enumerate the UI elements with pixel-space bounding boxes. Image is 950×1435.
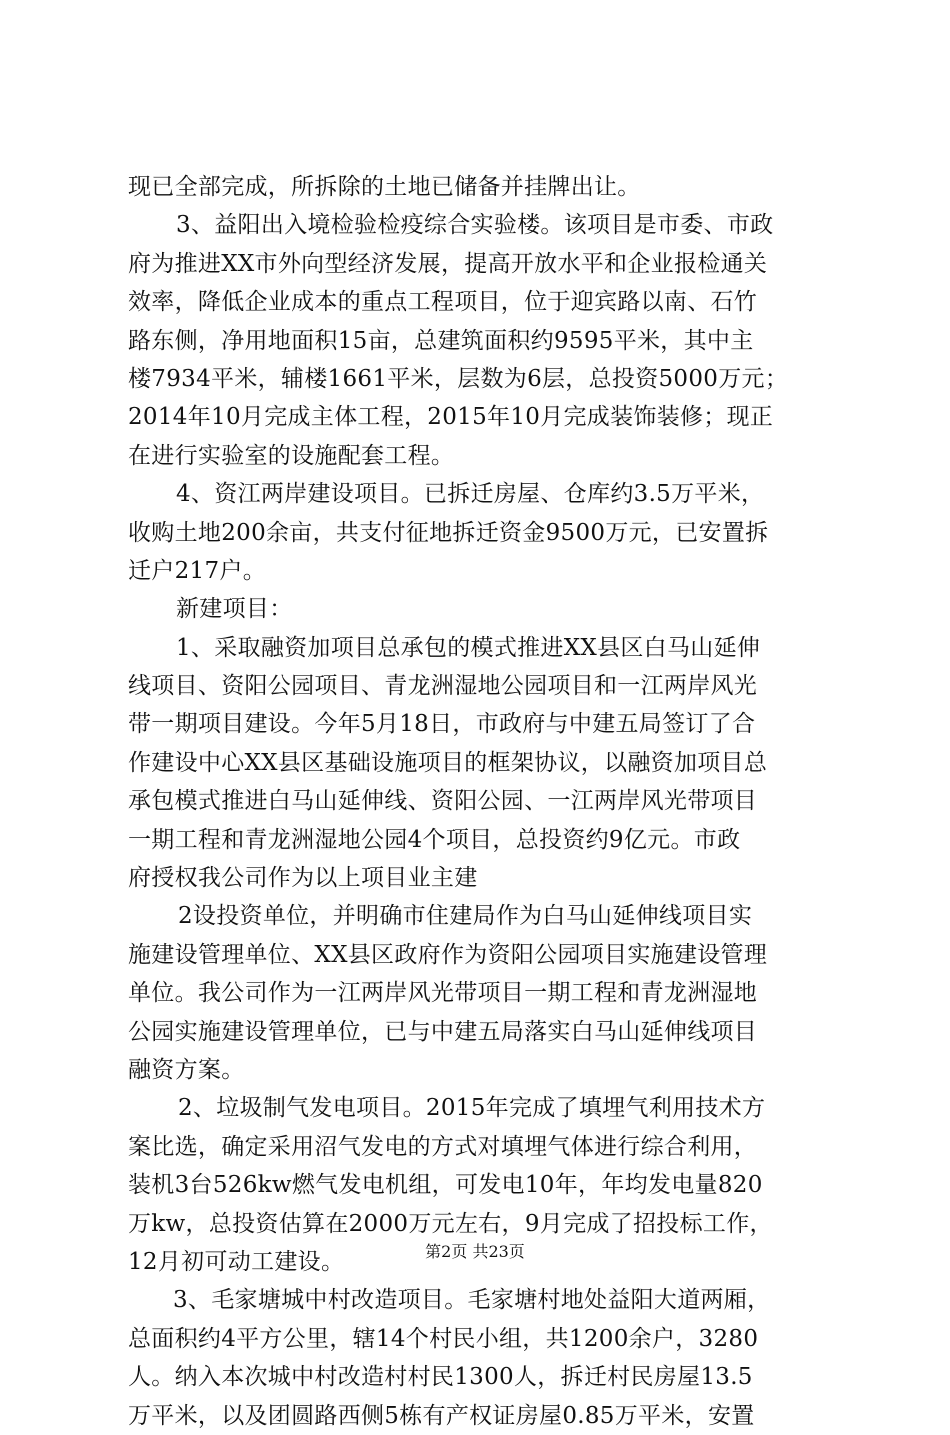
text-line: 一期工程和青龙洲湿地公园4个项目，总投资约9亿元。市政 (128, 826, 741, 853)
text-line: 施建设管理单位、XX县区政府作为资阳公园项目实施建设管理 (128, 941, 768, 968)
text-line: 现已全部完成，所拆除的土地已储备并挂牌出让。 (128, 174, 641, 200)
text-line: 带一期项目建设。今年5月18日，市政府与中建五局签订了合 (128, 711, 756, 738)
text-line: 万平米，以及团圆路西侧5栋有产权证房屋0.85万平米，安置 (128, 1402, 755, 1429)
text-line: 2014年10月完成主体工程，2015年10月完成装饰装修；现正 (128, 404, 774, 431)
text-line: 2设投资单位，并明确市住建局作为白马山延伸线项目实 (178, 903, 753, 930)
text-line: 单位。我公司作为一江两岸风光带项目一期工程和青龙洲湿地 (128, 980, 758, 1007)
text-line: 作建设中心XX县区基础设施项目的框架协议，以融资加项目总 (128, 749, 768, 776)
text-line: 迁户217户。 (128, 557, 266, 584)
text-line: 承包模式推进白马山延伸线、资阳公园、一江两岸风光带项目 (128, 788, 758, 815)
text-line: 在进行实验室的设施配套工程。 (128, 442, 455, 469)
text-line: 1、采取融资加项目总承包的模式推进XX县区白马山延伸 (176, 634, 761, 661)
text-line: 万kw，总投资估算在2000万元左右，9月完成了招投标工作， (128, 1210, 773, 1237)
text-line: 路东侧，净用地面积15亩，总建筑面积约9595平米，其中主 (128, 327, 754, 354)
text-line: 装机3台526kw燃气发电机组，可发电10年，年均发电量820 (128, 1172, 763, 1199)
text-line: 收购土地200余亩，共支付征地拆迁资金9500万元，已安置拆 (128, 519, 769, 546)
text-line: 公园实施建设管理单位，已与中建五局落实白马山延伸线项目 (128, 1018, 758, 1045)
text-line: 楼7934平米，辅楼1661平米，层数为6层，总投资5000万元； (128, 365, 789, 392)
text-line: 3、毛家塘城中村改造项目。毛家塘村地处益阳大道两厢， (173, 1287, 771, 1314)
text-line: 2、垃圾制气发电项目。2015年完成了填埋气利用技术方 (178, 1095, 766, 1122)
page-number: 第2页 共23页 (425, 1242, 525, 1261)
text-line: 府为推进XX市外向型经济发展，提高开放水平和企业报检通关 (128, 250, 768, 277)
text-line: 12月初可动工建设。 (128, 1248, 345, 1275)
text-line: 线项目、资阳公园项目、青龙洲湿地公园项目和一江两岸风光 (128, 673, 758, 700)
text-line: 4、资江两岸建设项目。已拆迁房屋、仓库约3.5万平米， (176, 481, 765, 508)
page-footer (0, 1242, 950, 1262)
text-line: 人。纳入本次城中村改造村村民1300人，拆迁村民房屋13.5 (128, 1364, 753, 1391)
text-line: 3、益阳出入境检验检疫综合实验楼。该项目是市委、市政 (176, 212, 774, 239)
text-line: 融资方案。 (128, 1056, 245, 1083)
text-line: 效率，降低企业成本的重点工程项目，位于迎宾路以南、石竹 (128, 289, 758, 316)
section-heading: 新建项目： (176, 596, 293, 623)
text-line: 府授权我公司作为以上项目业主建 (128, 865, 478, 892)
text-line: 总面积约4平方公里，辖14个村民小组，共1200余户，3280 (128, 1325, 759, 1352)
text-line: 案比选，确定采用沼气发电的方式对填埋气体进行综合利用， (128, 1133, 758, 1160)
